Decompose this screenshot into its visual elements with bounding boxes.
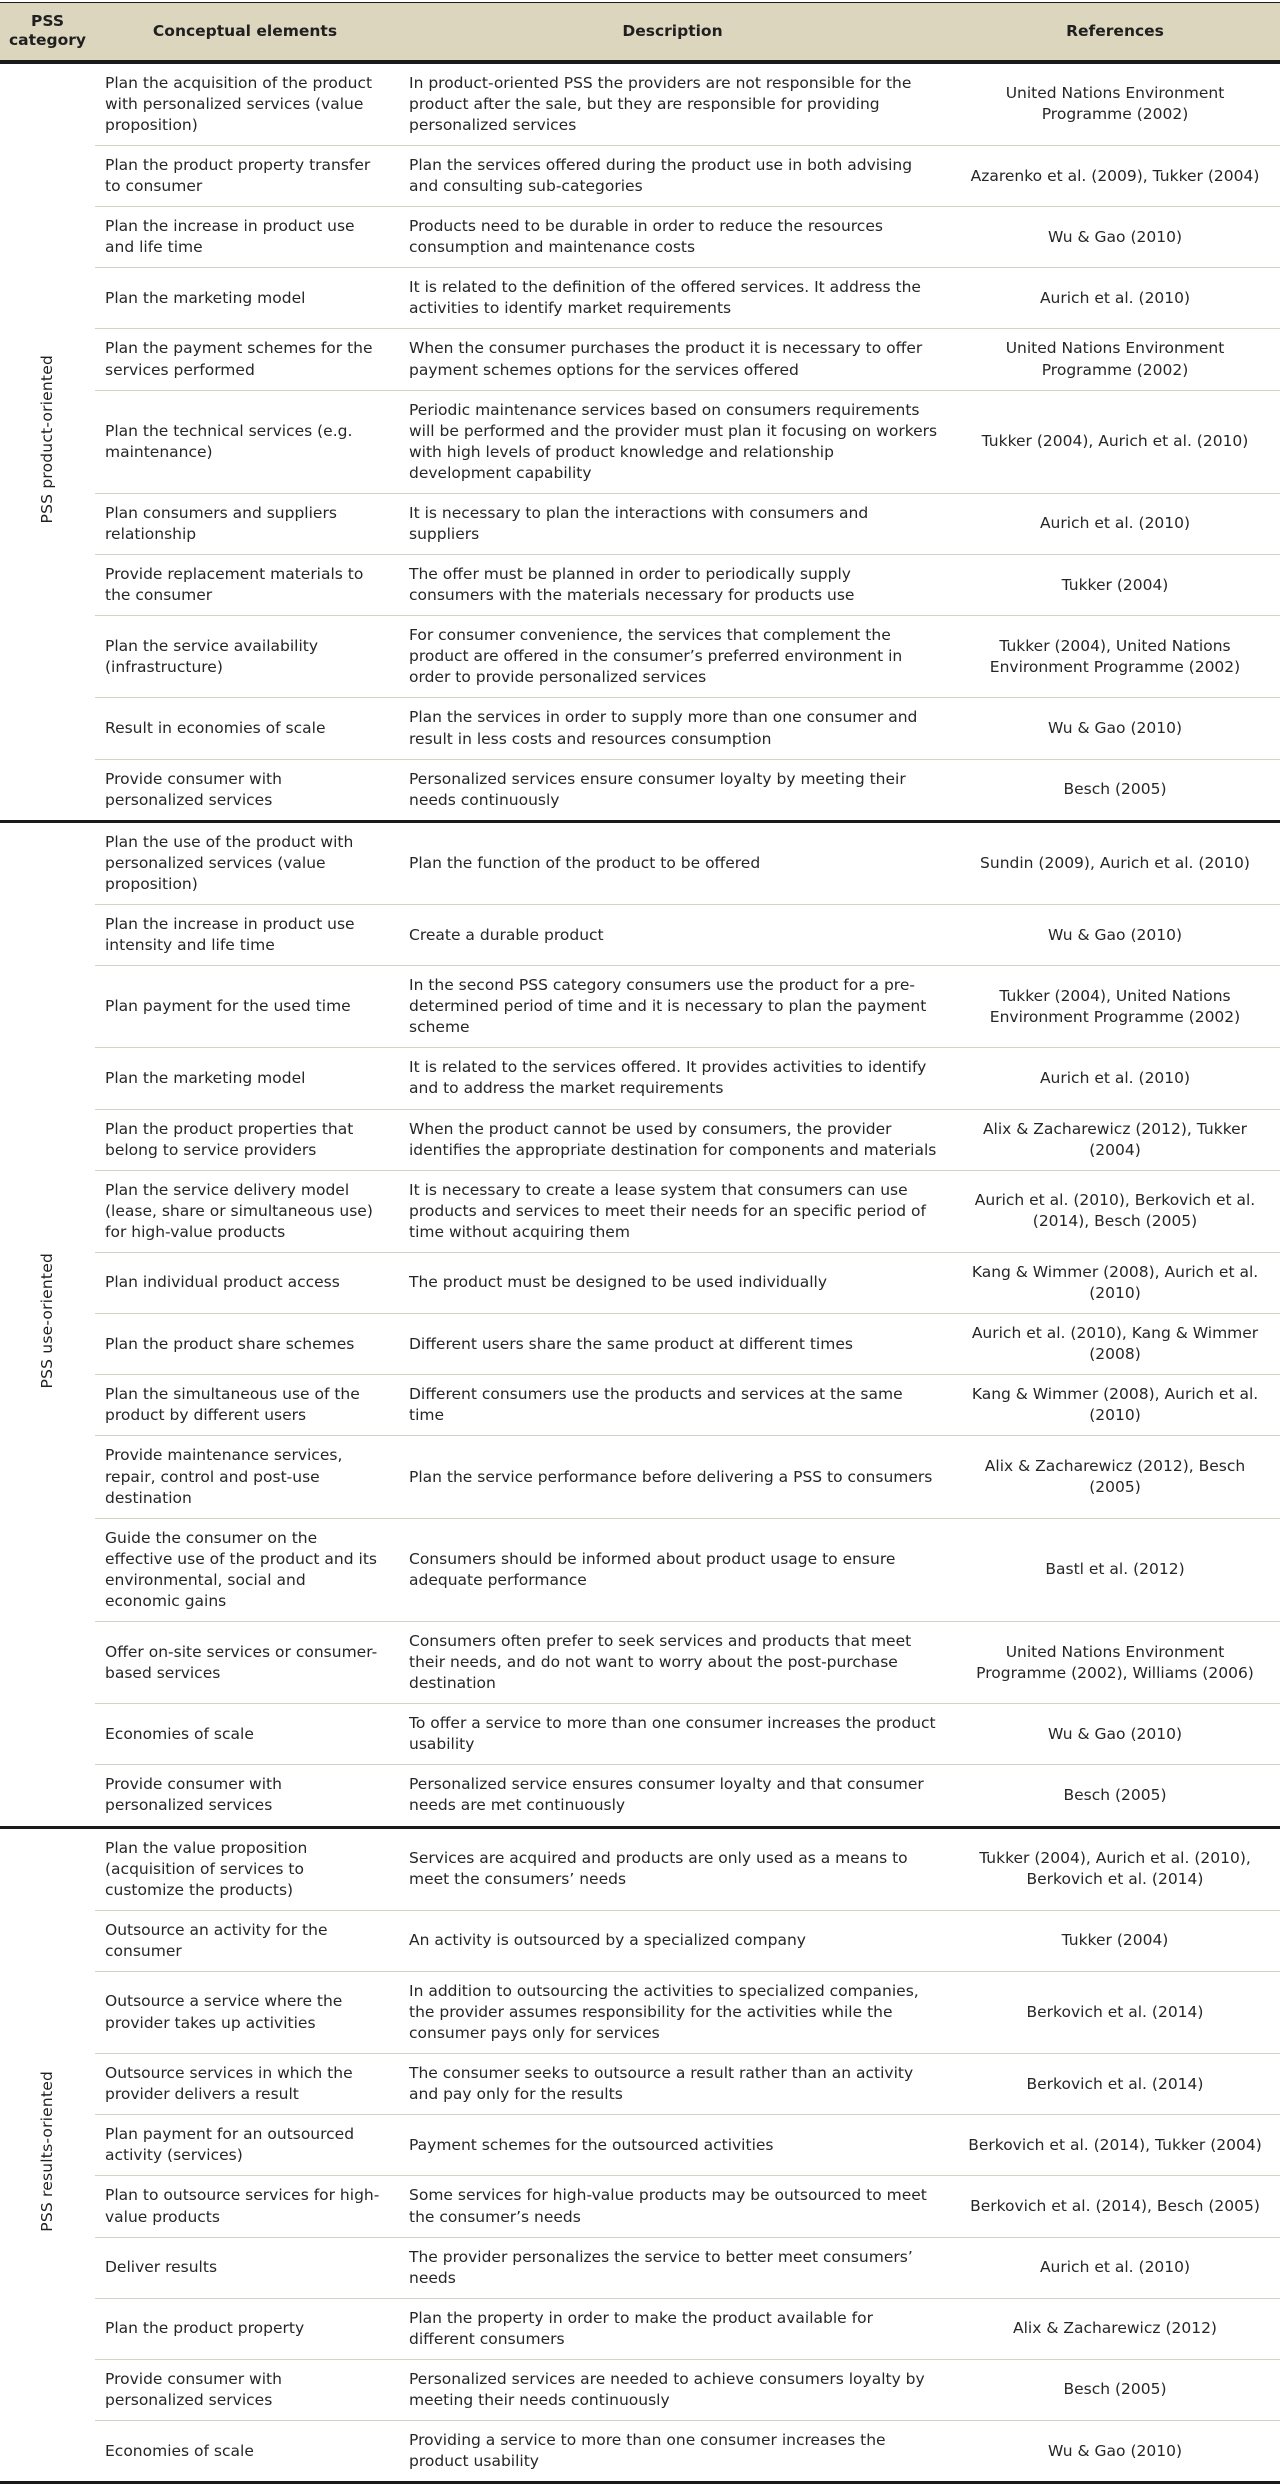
- table-row: [0, 1436, 1280, 1518]
- references-cell: Aurich et al. (2010): [950, 1048, 1280, 1109]
- conceptual-element-cell: Guide the consumer on the effective use of the product and its environmental, social and economic gains: [95, 1518, 395, 1621]
- description-cell: Plan the service performance before delivering a PSS to consumers: [395, 1436, 950, 1518]
- table-row: [0, 2176, 1280, 2237]
- description-cell: Plan the function of the product to be offered: [395, 821, 950, 904]
- conceptual-element-cell: Outsource an activity for the consumer: [95, 1910, 395, 1971]
- description-cell: Personalized service ensures consumer loyalty and that consumer needs are met continuously: [395, 1765, 950, 1827]
- table-row: [0, 616, 1280, 698]
- table-row: [0, 62, 1280, 146]
- description-cell: Create a durable product: [395, 905, 950, 966]
- table-row: [0, 390, 1280, 493]
- table-row: [0, 821, 1280, 904]
- description-cell: In the second PSS category consumers use the product for a pre-determined period of time and it is necessary to plan the payment scheme: [395, 966, 950, 1048]
- conceptual-element-cell: Provide consumer with personalized services: [95, 759, 395, 821]
- description-cell: It is related to the definition of the offered services. It address the activities to identify market requirements: [395, 268, 950, 329]
- conceptual-element-cell: Plan the product properties that belong to service providers: [95, 1109, 395, 1170]
- category-label: PSS use-oriented: [37, 1253, 56, 1389]
- conceptual-element-cell: Plan payment for the used time: [95, 966, 395, 1048]
- conceptual-element-cell: Plan the increase in product use intensity and life time: [95, 905, 395, 966]
- description-cell: In addition to outsourcing the activities to specialized companies, the provider assumes responsibility for the activities while the consumer pays only for services: [395, 1971, 950, 2053]
- references-cell: Wu & Gao (2010): [950, 2421, 1280, 2483]
- conceptual-element-cell: Result in economies of scale: [95, 698, 395, 759]
- header-references: References: [950, 3, 1280, 62]
- description-cell: Plan the services in order to supply more than one consumer and result in less costs and resources consumption: [395, 698, 950, 759]
- conceptual-element-cell: Plan the acquisition of the product with personalized services (value proposition): [95, 62, 395, 146]
- conceptual-element-cell: Plan the payment schemes for the services performed: [95, 329, 395, 390]
- description-cell: Different consumers use the products and services at the same time: [395, 1375, 950, 1436]
- description-cell: Plan the services offered during the product use in both advising and consulting sub-categories: [395, 145, 950, 206]
- table-row: [0, 493, 1280, 554]
- conceptual-element-cell: Plan the service availability (infrastructure): [95, 616, 395, 698]
- conceptual-element-cell: Plan the value proposition (acquisition of services to customize the products): [95, 1827, 395, 1910]
- table-row: [0, 2421, 1280, 2483]
- references-cell: Sundin (2009), Aurich et al. (2010): [950, 821, 1280, 904]
- conceptual-element-cell: Provide maintenance services, repair, control and post-use destination: [95, 1436, 395, 1518]
- table-row: [0, 905, 1280, 966]
- description-cell: Consumers often prefer to seek services and products that meet their needs, and do not want to worry about the post-purchase destination: [395, 1621, 950, 1703]
- conceptual-element-cell: Provide replacement materials to the consumer: [95, 555, 395, 616]
- description-cell: Services are acquired and products are only used as a means to meet the consumers’ needs: [395, 1827, 950, 1910]
- description-cell: Plan the property in order to make the product available for different consumers: [395, 2298, 950, 2359]
- table-row: [0, 1704, 1280, 1765]
- table-row: [0, 145, 1280, 206]
- header-conceptual-elements: Conceptual elements: [95, 3, 395, 62]
- conceptual-element-cell: Outsource services in which the provider delivers a result: [95, 2054, 395, 2115]
- description-cell: It is necessary to create a lease system that consumers can use products and services to meet their needs for an specific period of time without acquiring them: [395, 1170, 950, 1252]
- description-cell: The provider personalizes the service to better meet consumers’ needs: [395, 2237, 950, 2298]
- category-label: PSS results-oriented: [37, 2071, 56, 2233]
- conceptual-element-cell: Provide consumer with personalized services: [95, 2359, 395, 2420]
- table-row: [0, 759, 1280, 821]
- references-cell: Wu & Gao (2010): [950, 1704, 1280, 1765]
- references-cell: Tukker (2004), Aurich et al. (2010), Berkovich et al. (2014): [950, 1827, 1280, 1910]
- references-cell: Aurich et al. (2010): [950, 268, 1280, 329]
- table-row: [0, 2298, 1280, 2359]
- conceptual-element-cell: Provide consumer with personalized services: [95, 1765, 395, 1827]
- conceptual-element-cell: Plan the product property transfer to consumer: [95, 145, 395, 206]
- table-row: [0, 698, 1280, 759]
- table-row: [0, 2115, 1280, 2176]
- table-row: [0, 966, 1280, 1048]
- table-row: [0, 2054, 1280, 2115]
- conceptual-element-cell: Plan individual product access: [95, 1252, 395, 1313]
- conceptual-element-cell: Offer on-site services or consumer-based services: [95, 1621, 395, 1703]
- references-cell: Aurich et al. (2010), Kang & Wimmer (2008): [950, 1314, 1280, 1375]
- references-cell: Berkovich et al. (2014), Besch (2005): [950, 2176, 1280, 2237]
- table-row: [0, 2237, 1280, 2298]
- conceptual-element-cell: Deliver results: [95, 2237, 395, 2298]
- table-row: [0, 1765, 1280, 1827]
- category-label: PSS product-oriented: [37, 354, 56, 523]
- references-cell: Tukker (2004), United Nations Environment Programme (2002): [950, 966, 1280, 1048]
- references-cell: Tukker (2004), United Nations Environment Programme (2002): [950, 616, 1280, 698]
- description-cell: It is necessary to plan the interactions with consumers and suppliers: [395, 493, 950, 554]
- references-cell: Tukker (2004): [950, 1910, 1280, 1971]
- description-cell: An activity is outsourced by a specialized company: [395, 1910, 950, 1971]
- references-cell: Alix & Zacharewicz (2012), Tukker (2004): [950, 1109, 1280, 1170]
- references-cell: United Nations Environment Programme (2002): [950, 62, 1280, 146]
- table-row: [0, 1109, 1280, 1170]
- references-cell: Kang & Wimmer (2008), Aurich et al. (2010): [950, 1252, 1280, 1313]
- table-body: [0, 62, 1280, 2483]
- header-pss-category: PSS category: [0, 3, 95, 62]
- category-cell: [0, 62, 95, 822]
- description-cell: Products need to be durable in order to reduce the resources consumption and maintenance costs: [395, 207, 950, 268]
- references-cell: Aurich et al. (2010): [950, 493, 1280, 554]
- references-cell: Wu & Gao (2010): [950, 698, 1280, 759]
- table-row: [0, 555, 1280, 616]
- conceptual-element-cell: Plan consumers and suppliers relationship: [95, 493, 395, 554]
- references-cell: Alix & Zacharewicz (2012): [950, 2298, 1280, 2359]
- table-row: [0, 1375, 1280, 1436]
- description-cell: Personalized services are needed to achieve consumers loyalty by meeting their needs continuously: [395, 2359, 950, 2420]
- table-row: [0, 1621, 1280, 1703]
- description-cell: The offer must be planned in order to periodically supply consumers with the materials necessary for products use: [395, 555, 950, 616]
- conceptual-element-cell: Plan payment for an outsourced activity (services): [95, 2115, 395, 2176]
- references-cell: Aurich et al. (2010): [950, 2237, 1280, 2298]
- conceptual-element-cell: Plan the technical services (e.g. maintenance): [95, 390, 395, 493]
- references-cell: Besch (2005): [950, 759, 1280, 821]
- references-cell: Berkovich et al. (2014): [950, 1971, 1280, 2053]
- description-cell: In product-oriented PSS the providers are not responsible for the product after the sale, but they are responsible for providing personalized services: [395, 62, 950, 146]
- description-cell: Providing a service to more than one consumer increases the product usability: [395, 2421, 950, 2483]
- references-cell: Wu & Gao (2010): [950, 207, 1280, 268]
- references-cell: Aurich et al. (2010), Berkovich et al. (2014), Besch (2005): [950, 1170, 1280, 1252]
- table-row: [0, 1252, 1280, 1313]
- description-cell: For consumer convenience, the services that complement the product are offered in the consumer’s preferred environment in order to provide personalized services: [395, 616, 950, 698]
- description-cell: The consumer seeks to outsource a result rather than an activity and pay only for the results: [395, 2054, 950, 2115]
- references-cell: Azarenko et al. (2009), Tukker (2004): [950, 145, 1280, 206]
- conceptual-element-cell: Plan the product share schemes: [95, 1314, 395, 1375]
- description-cell: When the product cannot be used by consumers, the provider identifies the appropriate destination for components and materials: [395, 1109, 950, 1170]
- table-row: [0, 268, 1280, 329]
- conceptual-element-cell: Plan the marketing model: [95, 1048, 395, 1109]
- references-cell: United Nations Environment Programme (2002): [950, 329, 1280, 390]
- header-description: Description: [395, 3, 950, 62]
- table-row: [0, 2359, 1280, 2420]
- references-cell: Berkovich et al. (2014), Tukker (2004): [950, 2115, 1280, 2176]
- description-cell: To offer a service to more than one consumer increases the product usability: [395, 1704, 950, 1765]
- conceptual-element-cell: Economies of scale: [95, 1704, 395, 1765]
- references-cell: Besch (2005): [950, 1765, 1280, 1827]
- references-cell: Berkovich et al. (2014): [950, 2054, 1280, 2115]
- conceptual-element-cell: Plan the product property: [95, 2298, 395, 2359]
- conceptual-element-cell: Plan the increase in product use and life time: [95, 207, 395, 268]
- table-row: [0, 1910, 1280, 1971]
- description-cell: Periodic maintenance services based on consumers requirements will be performed and the provider must plan it focusing on workers with high levels of product knowledge and relationship development capability: [395, 390, 950, 493]
- table-row: [0, 207, 1280, 268]
- references-cell: Kang & Wimmer (2008), Aurich et al. (2010): [950, 1375, 1280, 1436]
- conceptual-element-cell: Plan the simultaneous use of the product by different users: [95, 1375, 395, 1436]
- references-cell: Bastl et al. (2012): [950, 1518, 1280, 1621]
- table-row: [0, 1314, 1280, 1375]
- conceptual-element-cell: Economies of scale: [95, 2421, 395, 2483]
- description-cell: Personalized services ensure consumer loyalty by meeting their needs continuously: [395, 759, 950, 821]
- category-cell: [0, 821, 95, 1827]
- category-cell: [0, 1827, 95, 2483]
- description-cell: Different users share the same product at different times: [395, 1314, 950, 1375]
- references-cell: Alix & Zacharewicz (2012), Besch (2005): [950, 1436, 1280, 1518]
- description-cell: The product must be designed to be used individually: [395, 1252, 950, 1313]
- references-cell: Wu & Gao (2010): [950, 905, 1280, 966]
- table-row: [0, 1170, 1280, 1252]
- description-cell: Payment schemes for the outsourced activities: [395, 2115, 950, 2176]
- conceptual-element-cell: Plan the use of the product with personalized services (value proposition): [95, 821, 395, 904]
- table-header: [0, 3, 1280, 62]
- description-cell: Some services for high-value products may be outsourced to meet the consumer’s needs: [395, 2176, 950, 2237]
- conceptual-element-cell: Outsource a service where the provider takes up activities: [95, 1971, 395, 2053]
- table-row: [0, 1827, 1280, 1910]
- table-row: [0, 1971, 1280, 2053]
- table-row: [0, 329, 1280, 390]
- conceptual-element-cell: Plan the marketing model: [95, 268, 395, 329]
- conceptual-element-cell: Plan to outsource services for high-value products: [95, 2176, 395, 2237]
- description-cell: It is related to the services offered. It provides activities to identify and to address the market requirements: [395, 1048, 950, 1109]
- conceptual-element-cell: Plan the service delivery model (lease, share or simultaneous use) for high-value products: [95, 1170, 395, 1252]
- pss-categories-table: [0, 2, 1280, 2484]
- references-cell: Besch (2005): [950, 2359, 1280, 2420]
- header-row: [0, 3, 1280, 62]
- description-cell: Consumers should be informed about product usage to ensure adequate performance: [395, 1518, 950, 1621]
- references-cell: Tukker (2004): [950, 555, 1280, 616]
- references-cell: United Nations Environment Programme (2002), Williams (2006): [950, 1621, 1280, 1703]
- table-row: [0, 1048, 1280, 1109]
- description-cell: When the consumer purchases the product it is necessary to offer payment schemes options for the services offered: [395, 329, 950, 390]
- references-cell: Tukker (2004), Aurich et al. (2010): [950, 390, 1280, 493]
- table-row: [0, 1518, 1280, 1621]
